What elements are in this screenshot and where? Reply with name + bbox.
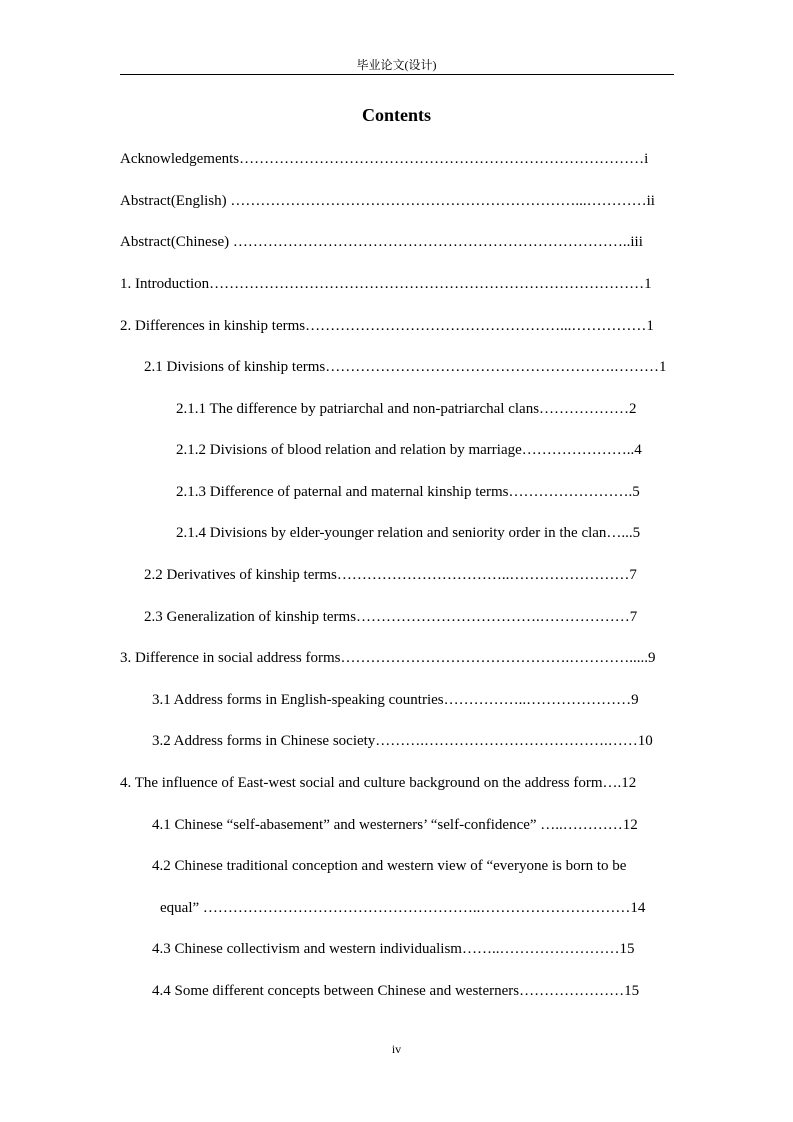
header-rule (120, 74, 674, 75)
toc-entry-2[interactable]: 2. Differences in kinship terms……………………………………………...……………1 (120, 318, 654, 334)
toc-entry-abstract-english[interactable]: Abstract(English) ……………………………………………………………...…………ii (120, 193, 655, 209)
toc-entry-2-1-2[interactable]: 2.1.2 Divisions of blood relation and relation by marriage…………………..4 (176, 442, 642, 458)
toc-entry-3[interactable]: 3. Difference in social address forms……………………………………….………….....9 (120, 650, 656, 666)
page-title: Contents (361, 105, 431, 125)
page-header-text: 毕业论文(设计) (356, 58, 437, 72)
toc-entry-4-4[interactable]: 4.4 Some different concepts between Chinese and westerners…………………15 (152, 983, 640, 999)
toc-entry-2-1[interactable]: 2.1 Divisions of kinship terms………………………………………………….………1 (144, 359, 667, 375)
toc-entry-2-3[interactable]: 2.3 Generalization of kinship terms……………………………….………………7 (144, 609, 638, 625)
toc-entry-2-1-4[interactable]: 2.1.4 Divisions by elder-younger relation and seniority order in the clan…...5 (176, 525, 641, 541)
toc-entry-3-2[interactable]: 3.2 Address forms in Chinese society……….……………………………….……10 (152, 733, 653, 749)
toc-entry-2-1-1[interactable]: 2.1.1 The difference by patriarchal and non-patriarchal clans………………2 (176, 401, 637, 417)
toc-entry-2-2[interactable]: 2.2 Derivatives of kinship terms……………………………..……………………7 (144, 567, 637, 583)
toc-entry-acknowledgements[interactable]: Acknowledgements………………………………………………………………………i (120, 151, 649, 167)
toc-entry-abstract-chinese[interactable]: Abstract(Chinese) ……………………………………………………………………..iii (120, 234, 643, 250)
toc-entry-3-1[interactable]: 3.1 Address forms in English-speaking countries……………..…………………9 (152, 692, 639, 708)
page-number: iv (391, 1042, 402, 1056)
toc-entry-4-1[interactable]: 4.1 Chinese “self-abasement” and westerners’ “self-confidence” …..…………12 (152, 817, 638, 833)
toc-entry-1[interactable]: 1. Introduction……………………………………………………………………………1 (120, 276, 652, 292)
toc-entry-4[interactable]: 4. The influence of East-west social and culture background on the address form….12 (120, 775, 637, 791)
toc-entry-2-1-3[interactable]: 2.1.3 Difference of paternal and maternal kinship terms…………………….5 (176, 484, 640, 500)
toc-entry-4-2[interactable]: 4.2 Chinese traditional conception and western view of “everyone is born to be (152, 858, 627, 874)
toc-entry-4-3[interactable]: 4.3 Chinese collectivism and western individualism……..……………………15 (152, 941, 635, 957)
toc-entry-4-2-continued[interactable]: equal” ………………………………………………..…………………………14 (160, 900, 646, 916)
